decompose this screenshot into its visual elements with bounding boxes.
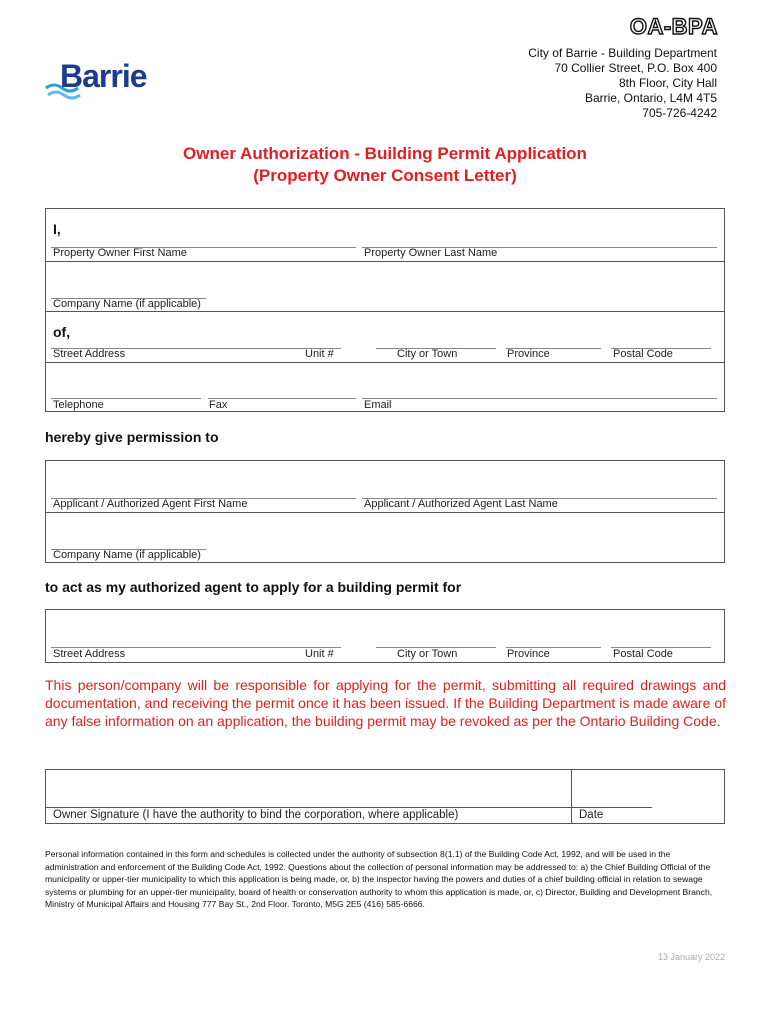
owner-city-label: City or Town <box>397 348 458 360</box>
owner-postal-label: Postal Code <box>613 348 673 360</box>
address-line: 70 Collier Street, P.O. Box 400 <box>554 61 717 75</box>
agent-company-row[interactable] <box>46 513 724 564</box>
signature-box <box>45 769 725 824</box>
agent-info-box <box>45 460 725 563</box>
department-address <box>528 46 717 121</box>
owner-province-label: Province <box>507 348 550 360</box>
form-code: OA-BPA <box>629 14 718 39</box>
address-line: City of Barrie - Building Department <box>528 46 717 60</box>
owner-signature-label: Owner Signature (I have the authority to bind the corporation, where applicable) <box>53 809 459 821</box>
barrie-logo <box>44 58 164 106</box>
of-text: of, <box>53 324 71 340</box>
address-line: Barrie, Ontario, L4M 4T5 <box>584 91 717 105</box>
title-line-2: (Property Owner Consent Letter) <box>253 166 517 185</box>
agent-last-name-label: Applicant / Authorized Agent Last Name <box>364 498 558 510</box>
responsibility-notice: This person/company will be responsible for applying for the permit, submitting all required drawings and documentation, and receiving the permit once it has been issued. If the Building Department is made aware of any false information on an application, the building permit may be revoked as per the Ontario Building Code. <box>45 677 726 729</box>
date-label: Date <box>579 809 604 821</box>
date-field[interactable] <box>572 770 724 823</box>
owner-telephone-label: Telephone <box>53 399 104 411</box>
form-title <box>0 143 770 187</box>
property-street-label: Street Address <box>53 648 126 660</box>
owner-address-row[interactable] <box>46 312 724 363</box>
owner-first-name-label: Property Owner First Name <box>53 247 187 259</box>
owner-signature-field[interactable] <box>46 770 572 823</box>
property-postal-label: Postal Code <box>613 648 673 660</box>
address-line: 705-726-4242 <box>642 106 717 120</box>
property-province-label: Province <box>507 648 550 660</box>
revision-date: 13 January 2022 <box>657 952 725 962</box>
owner-street-label: Street Address <box>53 348 126 360</box>
agent-heading: to act as my authorized agent to apply for a building permit for <box>45 579 462 595</box>
intro-text: I, <box>53 221 61 237</box>
agent-company-label: Company Name (if applicable) <box>53 549 201 561</box>
owner-company-row[interactable] <box>46 262 724 312</box>
owner-name-row[interactable] <box>46 209 724 262</box>
property-city-label: City or Town <box>397 648 458 660</box>
property-unit-label: Unit # <box>305 648 334 660</box>
owner-unit-label: Unit # <box>305 348 334 360</box>
address-line: 8th Floor, City Hall <box>618 76 717 90</box>
owner-last-name-label: Property Owner Last Name <box>364 247 498 259</box>
property-address-box[interactable] <box>45 609 725 663</box>
owner-contact-row[interactable] <box>46 363 724 413</box>
owner-info-box <box>45 208 725 412</box>
agent-name-row[interactable] <box>46 461 724 513</box>
owner-fax-label: Fax <box>209 399 228 411</box>
logo-wordmark: Barrie <box>60 58 147 94</box>
owner-email-label: Email <box>364 399 392 411</box>
permission-heading: hereby give permission to <box>45 429 219 445</box>
agent-first-name-label: Applicant / Authorized Agent First Name <box>53 498 248 510</box>
title-line-1: Owner Authorization - Building Permit Application <box>183 144 587 163</box>
owner-company-label: Company Name (if applicable) <box>53 298 201 310</box>
privacy-notice: Personal information contained in this form and schedules is collected under the authority of subsection 8(1.1) of the Building Code Act, 1992, and will be used in the administration and enforcement of the Building Code Act, 1992. Questions about the collection of personal information may be addressed to: a) the Chief Building Official of the municipality or upper-tier municipality to which this application is being made, or, b) the inspector having the powers and duties of a chief building official in relation to sewage systems or plumbing for an upper-tier municipality, board of health or conservation authority to whom this application is made, or, c) Director, Building and Development Branch, Ministry of Municipal Affairs and Housing 777 Bay St., 2nd Floor. Toronto, M5G 2E5 (416) 585-6666. <box>45 849 713 909</box>
